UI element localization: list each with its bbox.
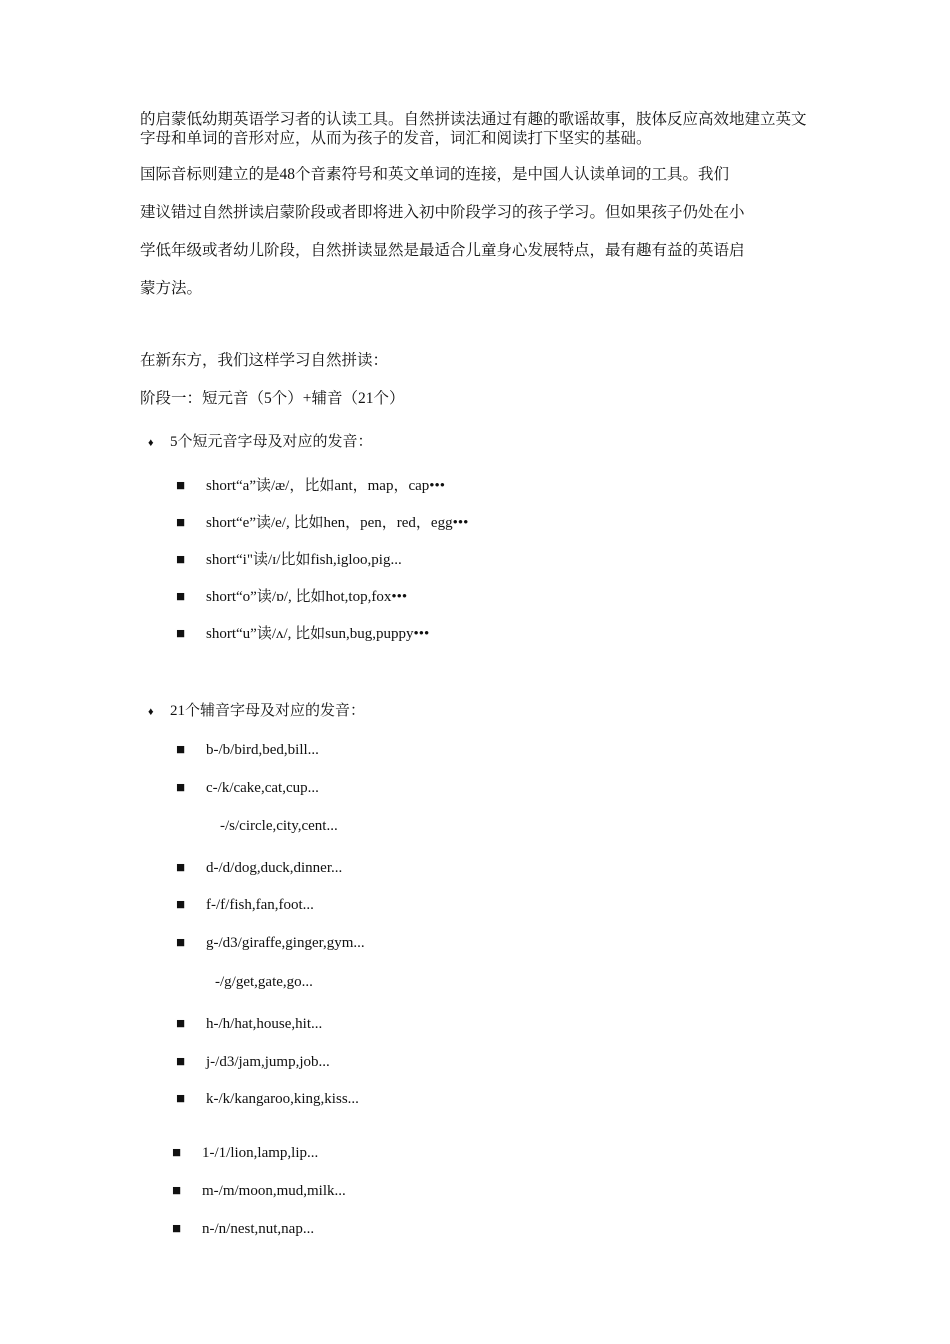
section-heading: 在新东方，我们这样学习自然拼读： [140,352,389,369]
diamond-bullet-icon: ♦ [148,706,154,718]
short-vowel-o: short“o”读/ɒ/, 比如hot,top,fox••• [206,589,408,605]
list-item [176,780,319,797]
short-vowels-title: 5个短元音字母及对应的发音： [170,434,373,450]
square-bullet-icon: ■ [176,515,186,531]
list-item [176,1016,322,1033]
square-bullet-icon: ■ [172,1183,182,1199]
intro-paragraph-2-line-2: 建议错过自然拼读启蒙阶段或者即将进入初中阶段学习的孩子学习。但如果孩子仍处在小 [140,204,745,221]
list-item [176,897,314,914]
square-bullet-icon: ■ [176,897,186,913]
list-item [176,474,445,495]
intro-paragraph-2-line-4: 蒙方法。 [140,280,203,297]
consonant-g: g-/d3/giraffe,ginger,gym... [206,935,365,951]
consonant-h: h-/h/hat,house,hit... [206,1016,323,1032]
consonant-l: 1-/1/lion,lamp,lip... [202,1145,319,1161]
list-item [176,1091,359,1108]
consonant-c: c-/k/cake,cat,cup... [206,780,319,796]
list-item [176,1054,330,1071]
stage-heading: 阶段一：短元音（5个）+辅音（21个） [140,390,405,407]
short-vowel-u: short“u”读/ʌ/, 比如sun,bug,puppy••• [206,626,430,642]
intro-paragraph-2-line-1: 国际音标则建立的是48个音素符号和英文单词的连接，是中国人认读单词的工具。我们 [140,166,730,183]
square-bullet-icon: ■ [176,780,186,796]
list-item [176,860,342,877]
consonant-f: f-/f/fish,fan,foot... [206,897,314,913]
square-bullet-icon: ■ [176,589,186,605]
consonants-title: 21个辅音字母及对应的发音： [170,703,366,719]
consonant-b: b-/b/bird,bed,bill... [206,742,319,758]
square-bullet-icon: ■ [172,1221,182,1237]
list-item [172,1183,346,1200]
consonant-n: n-/n/nest,nut,nap... [202,1221,315,1237]
intro-paragraph-1: 的启蒙低幼期英语学习者的认读工具。自然拼读法通过有趣的歌谣故事，肢体反应高效地建立英文字母和单词的音形对应，从而为孩子的发音，词汇和阅读打下坚实的基础。 [140,111,807,147]
list-item [176,585,407,606]
short-vowel-e: short“e”读/e/, 比如hen，pen，red，egg••• [206,515,469,531]
list-item [172,1145,318,1162]
list-item [176,935,365,952]
square-bullet-icon: ■ [172,1145,182,1161]
consonant-c-soft: -/s/circle,city,cent... [220,818,338,834]
consonant-j: j-/d3/jam,jump,job... [206,1054,330,1070]
list-item [176,622,429,643]
list-item [176,742,319,759]
intro-paragraph-2-line-3: 学低年级或者幼儿阶段，自然拼读显然是最适合儿童身心发展特点，最有趣有益的英语启 [140,242,745,259]
square-bullet-icon: ■ [176,1091,186,1107]
square-bullet-icon: ■ [176,860,186,876]
consonants-heading [148,699,365,720]
diamond-bullet-icon: ♦ [148,437,154,449]
consonant-d: d-/d/dog,duck,dinner... [206,860,343,876]
short-vowel-i: short“i"读/ɪ/比如fish,igloo,pig... [206,552,402,568]
list-item [176,511,468,532]
square-bullet-icon: ■ [176,935,186,951]
list-item [172,1221,314,1238]
consonant-g-hard: -/g/get,gate,go... [215,974,313,990]
consonant-k: k-/k/kangaroo,king,kiss... [206,1091,359,1107]
square-bullet-icon: ■ [176,1016,186,1032]
consonant-m: m-/m/moon,mud,milk... [202,1183,346,1199]
list-item [176,548,402,569]
square-bullet-icon: ■ [176,478,186,494]
square-bullet-icon: ■ [176,552,186,568]
short-vowels-heading [148,430,373,451]
square-bullet-icon: ■ [176,1054,186,1070]
square-bullet-icon: ■ [176,626,186,642]
square-bullet-icon: ■ [176,742,186,758]
short-vowel-a: short“a”读/æ/，比如ant，map，cap••• [206,478,446,494]
